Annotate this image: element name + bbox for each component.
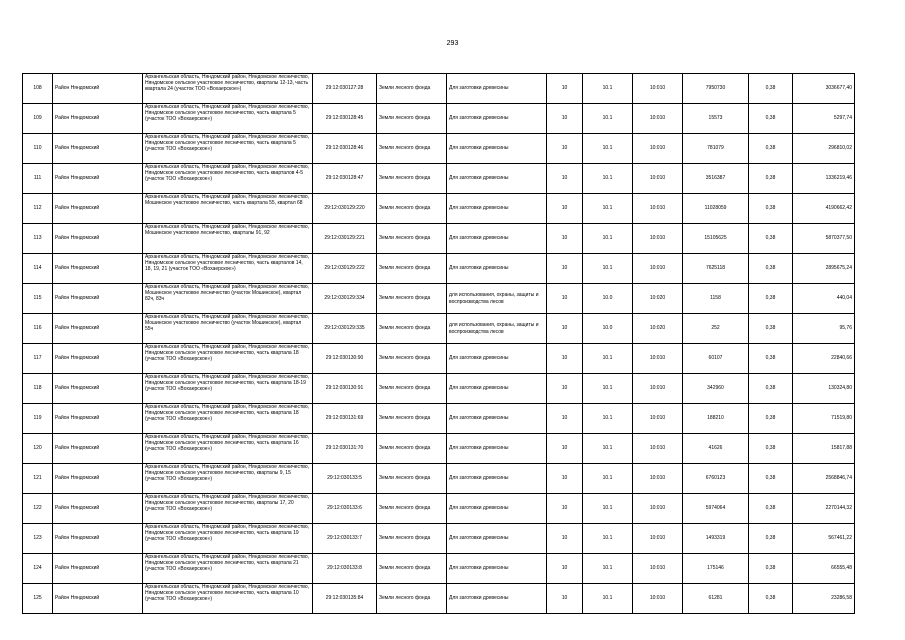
district-cell: Район Няндомский bbox=[53, 464, 143, 494]
row-number-cell: 112 bbox=[23, 194, 53, 224]
rate-cell: 0,38 bbox=[749, 404, 793, 434]
code-c-cell: 10:010 bbox=[633, 554, 683, 584]
address-cell: Архангельская область, Няндомский район, Няндомское лесничество, Няндомское сельское участковое лесничество, часть квартала 16 (участок ТОО «Вохаерское») bbox=[143, 434, 313, 464]
permitted-use-cell: Для заготовки древесины bbox=[447, 254, 547, 284]
cadastre-number-cell: 29:12:030128:46 bbox=[313, 134, 377, 164]
address-cell: Архангельская область, Няндомский район, Няндомское лесничество, Няндомское сельское участковое лесничество, часть квартала 5 (участок ТОО «Вохаерское») bbox=[143, 104, 313, 134]
permitted-use-cell: Для заготовки древесины bbox=[447, 74, 547, 104]
code-c-cell: 10:010 bbox=[633, 524, 683, 554]
cadastre-number-cell: 29:12:030131:70 bbox=[313, 434, 377, 464]
value-cell: 130324,80 bbox=[793, 374, 855, 404]
code-c-cell: 10:010 bbox=[633, 494, 683, 524]
code-a-cell: 10 bbox=[547, 224, 583, 254]
code-c-cell: 10:010 bbox=[633, 194, 683, 224]
code-a-cell: 10 bbox=[547, 134, 583, 164]
permitted-use-cell: для использования, охраны, защиты и воспроизводства лесов bbox=[447, 314, 547, 344]
table-row bbox=[23, 224, 855, 254]
land-category-cell: Земли лесного фонда bbox=[377, 224, 447, 254]
value-cell: 2568846,74 bbox=[793, 464, 855, 494]
code-a-cell: 10 bbox=[547, 314, 583, 344]
code-c-cell: 10:020 bbox=[633, 314, 683, 344]
address-cell: Архангельская область, Няндомский район, Няндомское лесничество, Няндомское сельское участковое лесничество, кварталы 12-13, часть квартала 24 (участок ТОО «Вохаерское») bbox=[143, 74, 313, 104]
value-cell: 23286,58 bbox=[793, 584, 855, 614]
cadastre-number-cell: 29:12:030135:84 bbox=[313, 584, 377, 614]
code-b-cell: 10.1 bbox=[583, 434, 633, 464]
value-cell: 71519,80 bbox=[793, 404, 855, 434]
code-b-cell: 10.0 bbox=[583, 284, 633, 314]
table-row bbox=[23, 524, 855, 554]
code-b-cell: 10.0 bbox=[583, 314, 633, 344]
rate-cell: 0,38 bbox=[749, 434, 793, 464]
code-a-cell: 10 bbox=[547, 374, 583, 404]
value-cell: 95,76 bbox=[793, 314, 855, 344]
code-a-cell: 10 bbox=[547, 164, 583, 194]
row-number-cell: 122 bbox=[23, 494, 53, 524]
value-cell: 5870377,50 bbox=[793, 224, 855, 254]
rate-cell: 0,38 bbox=[749, 104, 793, 134]
address-cell: Архангельская область, Няндомский район, Няндомское лесничество, Мошинское участковое лесничество, часть квартала 55, квартал 68 bbox=[143, 194, 313, 224]
code-b-cell: 10.1 bbox=[583, 194, 633, 224]
table-row bbox=[23, 554, 855, 584]
code-a-cell: 10 bbox=[547, 434, 583, 464]
area-cell: 1158 bbox=[683, 284, 749, 314]
row-number-cell: 110 bbox=[23, 134, 53, 164]
land-category-cell: Земли лесного фонда bbox=[377, 164, 447, 194]
address-cell: Архангельская область, Няндомский район, Няндомское лесничество, Няндомское сельское участковое лесничество, часть кварталов 14, 18, 19, 21 (участок ТОО «Вохаерское») bbox=[143, 254, 313, 284]
code-b-cell: 10.1 bbox=[583, 344, 633, 374]
table-row bbox=[23, 374, 855, 404]
cadastre-number-cell: 29:12:030129:220 bbox=[313, 194, 377, 224]
rate-cell: 0,38 bbox=[749, 284, 793, 314]
row-number-cell: 111 bbox=[23, 164, 53, 194]
district-cell: Район Няндомский bbox=[53, 584, 143, 614]
district-cell: Район Няндомский bbox=[53, 224, 143, 254]
cadastre-number-cell: 29:12:030130:91 bbox=[313, 374, 377, 404]
code-b-cell: 10.1 bbox=[583, 134, 633, 164]
code-a-cell: 10 bbox=[547, 404, 583, 434]
rate-cell: 0,38 bbox=[749, 74, 793, 104]
cadastre-number-cell: 29:12:030133:6 bbox=[313, 494, 377, 524]
code-c-cell: 10:010 bbox=[633, 584, 683, 614]
row-number-cell: 117 bbox=[23, 344, 53, 374]
area-cell: 60107 bbox=[683, 344, 749, 374]
value-cell: 5297,74 bbox=[793, 104, 855, 134]
area-cell: 252 bbox=[683, 314, 749, 344]
table-row bbox=[23, 164, 855, 194]
row-number-cell: 120 bbox=[23, 434, 53, 464]
land-category-cell: Земли лесного фонда bbox=[377, 494, 447, 524]
code-b-cell: 10.1 bbox=[583, 524, 633, 554]
permitted-use-cell: Для заготовки древесины bbox=[447, 104, 547, 134]
land-category-cell: Земли лесного фонда bbox=[377, 74, 447, 104]
code-c-cell: 10:010 bbox=[633, 374, 683, 404]
district-cell: Район Няндомский bbox=[53, 434, 143, 464]
code-b-cell: 10.1 bbox=[583, 164, 633, 194]
table-row bbox=[23, 494, 855, 524]
code-c-cell: 10:020 bbox=[633, 284, 683, 314]
district-cell: Район Няндомский bbox=[53, 524, 143, 554]
permitted-use-cell: Для заготовки древесины bbox=[447, 494, 547, 524]
value-cell: 567461,22 bbox=[793, 524, 855, 554]
code-a-cell: 10 bbox=[547, 464, 583, 494]
land-category-cell: Земли лесного фонда bbox=[377, 524, 447, 554]
code-a-cell: 10 bbox=[547, 254, 583, 284]
land-category-cell: Земли лесного фонда bbox=[377, 194, 447, 224]
area-cell: 15573 bbox=[683, 104, 749, 134]
permitted-use-cell: Для заготовки древесины bbox=[447, 584, 547, 614]
district-cell: Район Няндомский bbox=[53, 284, 143, 314]
address-cell: Архангельская область, Няндомский район, Няндомское лесничество, Няндомское сельское участковое лесничество, кварталы 17, 20 (участок ТОО «Вохаерское») bbox=[143, 494, 313, 524]
address-cell: Архангельская область, Няндомский район, Няндомское лесничество, Няндомское сельское участковое лесничество, часть квартала 18 (участок ТОО «Вохаерское») bbox=[143, 404, 313, 434]
address-cell: Архангельская область, Няндомский район, Няндомское лесничество, Няндомское сельское участковое лесничество, часть кварталов 4-5 (участок ТОО «Вохаерское») bbox=[143, 164, 313, 194]
code-a-cell: 10 bbox=[547, 554, 583, 584]
rate-cell: 0,38 bbox=[749, 344, 793, 374]
land-category-cell: Земли лесного фонда bbox=[377, 374, 447, 404]
row-number-cell: 108 bbox=[23, 74, 53, 104]
code-b-cell: 10.1 bbox=[583, 464, 633, 494]
district-cell: Район Няндомский bbox=[53, 254, 143, 284]
land-category-cell: Земли лесного фонда bbox=[377, 554, 447, 584]
code-a-cell: 10 bbox=[547, 104, 583, 134]
table-row bbox=[23, 254, 855, 284]
land-category-cell: Земли лесного фонда bbox=[377, 584, 447, 614]
rate-cell: 0,38 bbox=[749, 134, 793, 164]
permitted-use-cell: Для заготовки древесины bbox=[447, 434, 547, 464]
permitted-use-cell: Для заготовки древесины bbox=[447, 224, 547, 254]
row-number-cell: 116 bbox=[23, 314, 53, 344]
permitted-use-cell: Для заготовки древесины bbox=[447, 344, 547, 374]
land-category-cell: Земли лесного фонда bbox=[377, 254, 447, 284]
code-a-cell: 10 bbox=[547, 344, 583, 374]
code-b-cell: 10.1 bbox=[583, 104, 633, 134]
land-category-cell: Земли лесного фонда bbox=[377, 134, 447, 164]
cadastre-number-cell: 29:12:030133:7 bbox=[313, 524, 377, 554]
table-row bbox=[23, 74, 855, 104]
cadastre-number-cell: 29:12:030133:8 bbox=[313, 554, 377, 584]
permitted-use-cell: Для заготовки древесины bbox=[447, 194, 547, 224]
code-b-cell: 10.1 bbox=[583, 584, 633, 614]
district-cell: Район Няндомский bbox=[53, 344, 143, 374]
rate-cell: 0,38 bbox=[749, 254, 793, 284]
row-number-cell: 113 bbox=[23, 224, 53, 254]
cadastre-number-cell: 29:12:030129:222 bbox=[313, 254, 377, 284]
value-cell: 1336219,46 bbox=[793, 164, 855, 194]
row-number-cell: 114 bbox=[23, 254, 53, 284]
district-cell: Район Няндомский bbox=[53, 74, 143, 104]
code-c-cell: 10:010 bbox=[633, 74, 683, 104]
row-number-cell: 124 bbox=[23, 554, 53, 584]
table-body bbox=[23, 74, 855, 614]
district-cell: Район Няндомский bbox=[53, 494, 143, 524]
rate-cell: 0,38 bbox=[749, 164, 793, 194]
address-cell: Архангельская область, Няндомский район, Няндомское лесничество, Няндомское сельское участковое лесничество, часть квартала 18-19 (участок ТОО «Вохаерское») bbox=[143, 374, 313, 404]
code-b-cell: 10.1 bbox=[583, 74, 633, 104]
area-cell: 342960 bbox=[683, 374, 749, 404]
area-cell: 7625118 bbox=[683, 254, 749, 284]
code-c-cell: 10:010 bbox=[633, 254, 683, 284]
district-cell: Район Няндомский bbox=[53, 404, 143, 434]
district-cell: Район Няндомский bbox=[53, 164, 143, 194]
permitted-use-cell: Для заготовки древесины bbox=[447, 464, 547, 494]
district-cell: Район Няндомский bbox=[53, 554, 143, 584]
code-c-cell: 10:010 bbox=[633, 104, 683, 134]
table-row bbox=[23, 314, 855, 344]
value-cell: 2270144,32 bbox=[793, 494, 855, 524]
district-cell: Район Няндомский bbox=[53, 374, 143, 404]
value-cell: 3036677,40 bbox=[793, 74, 855, 104]
row-number-cell: 119 bbox=[23, 404, 53, 434]
row-number-cell: 118 bbox=[23, 374, 53, 404]
district-cell: Район Няндомский bbox=[53, 134, 143, 164]
code-b-cell: 10.1 bbox=[583, 404, 633, 434]
row-number-cell: 125 bbox=[23, 584, 53, 614]
district-cell: Район Няндомский bbox=[53, 104, 143, 134]
area-cell: 7950730 bbox=[683, 74, 749, 104]
value-cell: 15817,88 bbox=[793, 434, 855, 464]
land-category-cell: Земли лесного фонда bbox=[377, 464, 447, 494]
address-cell: Архангельская область, Няндомский район, Няндомское лесничество, Няндомское сельское участковое лесничество, часть квартала 18 (участок ТОО «Вохаерское») bbox=[143, 344, 313, 374]
cadastre-number-cell: 29:12:030127:28 bbox=[313, 74, 377, 104]
area-cell: 6760123 bbox=[683, 464, 749, 494]
area-cell: 175146 bbox=[683, 554, 749, 584]
cadastre-number-cell: 29:12:030129:221 bbox=[313, 224, 377, 254]
table-row bbox=[23, 344, 855, 374]
code-b-cell: 10.1 bbox=[583, 224, 633, 254]
rate-cell: 0,38 bbox=[749, 194, 793, 224]
area-cell: 781079 bbox=[683, 134, 749, 164]
address-cell: Архангельская область, Няндомский район, Няндомское лесничество, Мошинское участковое лесничество, кварталы 91, 92 bbox=[143, 224, 313, 254]
land-category-cell: Земли лесного фонда bbox=[377, 404, 447, 434]
table-row bbox=[23, 134, 855, 164]
code-b-cell: 10.1 bbox=[583, 374, 633, 404]
code-a-cell: 10 bbox=[547, 74, 583, 104]
land-category-cell: Земли лесного фонда bbox=[377, 314, 447, 344]
rate-cell: 0,38 bbox=[749, 524, 793, 554]
cadastre-number-cell: 29:12:030133:5 bbox=[313, 464, 377, 494]
row-number-cell: 109 bbox=[23, 104, 53, 134]
permitted-use-cell: Для заготовки древесины bbox=[447, 404, 547, 434]
district-cell: Район Няндомский bbox=[53, 314, 143, 344]
rate-cell: 0,38 bbox=[749, 584, 793, 614]
permitted-use-cell: Для заготовки древесины bbox=[447, 134, 547, 164]
address-cell: Архангельская область, Няндомский район, Няндомское лесничество, Няндомское сельское участковое лесничество, кварталы 9, 15 (участок ТОО «Вохаерское») bbox=[143, 464, 313, 494]
value-cell: 440,04 bbox=[793, 284, 855, 314]
code-a-cell: 10 bbox=[547, 584, 583, 614]
code-b-cell: 10.1 bbox=[583, 494, 633, 524]
area-cell: 41626 bbox=[683, 434, 749, 464]
code-a-cell: 10 bbox=[547, 524, 583, 554]
rate-cell: 0,38 bbox=[749, 374, 793, 404]
row-number-cell: 121 bbox=[23, 464, 53, 494]
table-row bbox=[23, 284, 855, 314]
land-category-cell: Земли лесного фонда bbox=[377, 434, 447, 464]
area-cell: 5974064 bbox=[683, 494, 749, 524]
area-cell: 188210 bbox=[683, 404, 749, 434]
code-c-cell: 10:010 bbox=[633, 434, 683, 464]
cadastre-number-cell: 29:12:030130:90 bbox=[313, 344, 377, 374]
rate-cell: 0,38 bbox=[749, 554, 793, 584]
land-category-cell: Земли лесного фонда bbox=[377, 284, 447, 314]
row-number-cell: 115 bbox=[23, 284, 53, 314]
district-cell: Район Няндомский bbox=[53, 194, 143, 224]
table-row bbox=[23, 434, 855, 464]
permitted-use-cell: для использования, охраны, защиты и воспроизводства лесов bbox=[447, 284, 547, 314]
value-cell: 66555,48 bbox=[793, 554, 855, 584]
code-c-cell: 10:010 bbox=[633, 344, 683, 374]
table-row bbox=[23, 194, 855, 224]
value-cell: 4190662,42 bbox=[793, 194, 855, 224]
code-c-cell: 10:010 bbox=[633, 164, 683, 194]
code-b-cell: 10.1 bbox=[583, 554, 633, 584]
table-row bbox=[23, 104, 855, 134]
land-registry-table bbox=[22, 73, 855, 614]
row-number-cell: 123 bbox=[23, 524, 53, 554]
code-c-cell: 10:010 bbox=[633, 224, 683, 254]
land-category-cell: Земли лесного фонда bbox=[377, 104, 447, 134]
table-row bbox=[23, 584, 855, 614]
permitted-use-cell: Для заготовки древесины bbox=[447, 164, 547, 194]
address-cell: Архангельская область, Няндомский район, Няндомское лесничество, Няндомское сельское участковое лесничество, часть квартала 19 (участок ТОО «Вохаерское») bbox=[143, 524, 313, 554]
value-cell: 2895675,24 bbox=[793, 254, 855, 284]
permitted-use-cell: Для заготовки древесины bbox=[447, 524, 547, 554]
rate-cell: 0,38 bbox=[749, 494, 793, 524]
page-number: 293 bbox=[446, 40, 459, 47]
code-c-cell: 10:010 bbox=[633, 404, 683, 434]
address-cell: Архангельская область, Няндомский район, Няндомское лесничество, Мошинское участковое лесничество (участок Мошинское), квартал 82ч, 83ч bbox=[143, 284, 313, 314]
cadastre-number-cell: 29:12:030129:334 bbox=[313, 284, 377, 314]
area-cell: 61281 bbox=[683, 584, 749, 614]
cadastre-number-cell: 29:12:030131:69 bbox=[313, 404, 377, 434]
permitted-use-cell: Для заготовки древесины bbox=[447, 374, 547, 404]
code-a-cell: 10 bbox=[547, 284, 583, 314]
code-a-cell: 10 bbox=[547, 494, 583, 524]
table-row bbox=[23, 404, 855, 434]
value-cell: 22840,66 bbox=[793, 344, 855, 374]
address-cell: Архангельская область, Няндомский район, Няндомское лесничество, Няндомское сельское участковое лесничество, часть квартала 5 (участок ТОО «Вохаерское») bbox=[143, 134, 313, 164]
land-category-cell: Земли лесного фонда bbox=[377, 344, 447, 374]
code-b-cell: 10.1 bbox=[583, 254, 633, 284]
cadastre-number-cell: 29:12:030129:335 bbox=[313, 314, 377, 344]
cadastre-number-cell: 29:12:030128:45 bbox=[313, 104, 377, 134]
address-cell: Архангельская область, Няндомский район, Няндомское лесничество, Няндомское сельское участковое лесничество, часть квартала 10 (участок ТОО «Вохаерское») bbox=[143, 584, 313, 614]
rate-cell: 0,38 bbox=[749, 464, 793, 494]
area-cell: 11028059 bbox=[683, 194, 749, 224]
area-cell: 15105625 bbox=[683, 224, 749, 254]
address-cell: Архангельская область, Няндомский район, Няндомское лесничество, Няндомское сельское участковое лесничество, часть квартала 21 (участок ТОО «Вохаерское») bbox=[143, 554, 313, 584]
cadastre-number-cell: 29:12:030128:47 bbox=[313, 164, 377, 194]
address-cell: Архангельская область, Няндомский район, Няндомское лесничество, Мошинское участковое лесничество (участок Мошинское), квартал 55ч bbox=[143, 314, 313, 344]
value-cell: 296810,02 bbox=[793, 134, 855, 164]
code-c-cell: 10:010 bbox=[633, 134, 683, 164]
code-c-cell: 10:010 bbox=[633, 464, 683, 494]
rate-cell: 0,38 bbox=[749, 314, 793, 344]
permitted-use-cell: Для заготовки древесины bbox=[447, 554, 547, 584]
rate-cell: 0,38 bbox=[749, 224, 793, 254]
table-row bbox=[23, 464, 855, 494]
area-cell: 3516387 bbox=[683, 164, 749, 194]
code-a-cell: 10 bbox=[547, 194, 583, 224]
area-cell: 1493319 bbox=[683, 524, 749, 554]
